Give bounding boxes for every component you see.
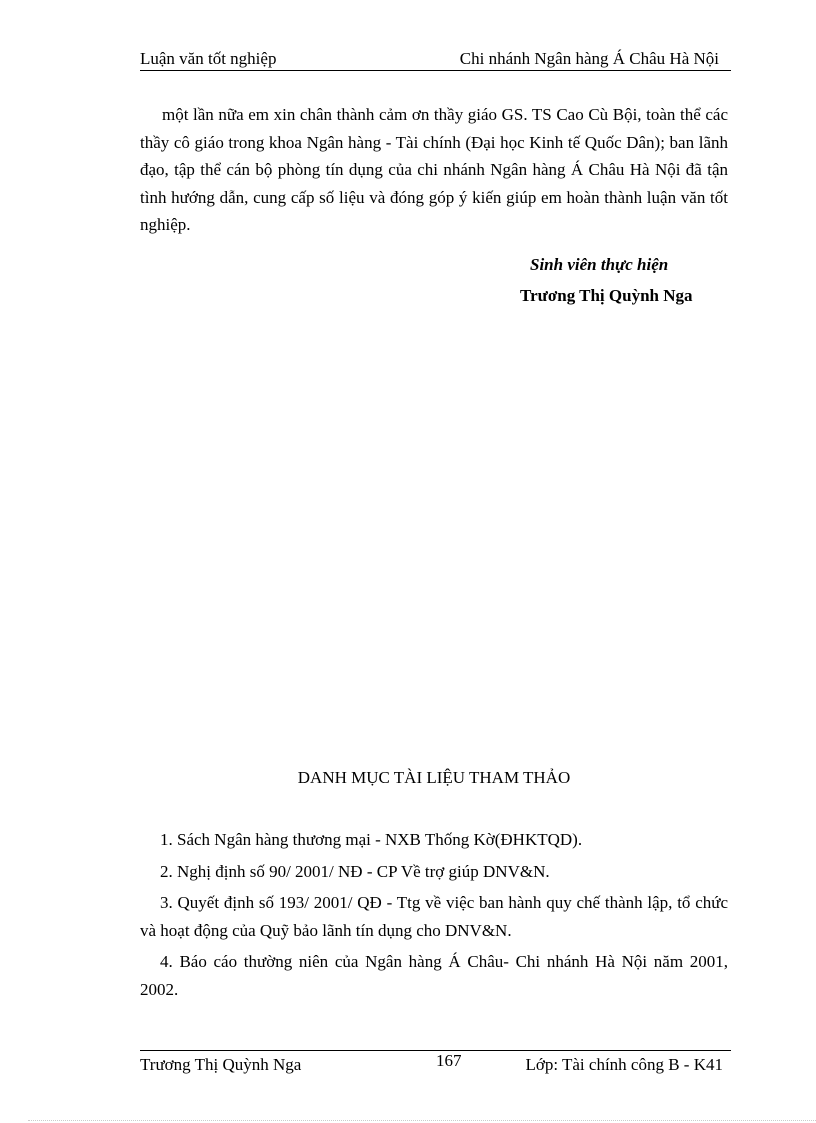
page-number: 167	[436, 1051, 462, 1070]
page-bottom-divider	[28, 1120, 816, 1121]
references-list	[140, 826, 728, 1007]
header-thesis-label: Luận văn tốt nghiệp	[140, 49, 277, 68]
signature-role: Sinh viên thực hiện	[530, 255, 669, 274]
footer-class: Lớp: Tài chính công B - K41	[525, 1055, 723, 1074]
reference-item: 1. Sách Ngân hàng thương mại - NXB Thống Kờ(ĐHKTQD).	[160, 830, 583, 849]
reference-item: 3. Quyết định số 193/ 2001/ QĐ - Ttg về việc ban hành quy chế thành lập, tổ chức và hoạt động của Quỹ bảo lãnh tín dụng cho DNV&N.	[140, 893, 728, 940]
page-header	[140, 48, 731, 71]
signature-name: Trương Thị Quỳnh Nga	[520, 286, 693, 305]
page-footer	[140, 1050, 731, 1075]
reference-item: 2. Nghị định số 90/ 2001/ NĐ - CP Về trợ giúp DNV&N.	[160, 861, 550, 881]
header-bank-branch: Chi nhánh Ngân hàng Á Châu Hà Nội	[459, 49, 719, 68]
references-title: DANH MỤC TÀI LIỆU THAM THẢO	[297, 768, 571, 787]
acknowledgement-paragraph: một lần nữa em xin chân thành cảm ơn thầy giáo GS. TS Cao Cù Bội, toàn thể các thầy cô giáo trong khoa Ngân hàng - Tài chính (Đại học Kinh tế Quốc Dân); ban lãnh đạo, tập thể cán bộ phòng tín dụng của chi nhánh Ngân hàng Á Châu Hà Nội đã tận tình hướng dẫn, cung cấp số liệu và đóng góp ý kiến giúp em hoàn thành luận văn tốt nghiệp.	[140, 105, 728, 235]
reference-item: 4. Báo cáo thường niên của Ngân hàng Á Châu- Chi nhánh Hà Nội năm 2001, 2002.	[140, 952, 728, 999]
footer-author: Trương Thị Quỳnh Nga	[140, 1055, 302, 1074]
